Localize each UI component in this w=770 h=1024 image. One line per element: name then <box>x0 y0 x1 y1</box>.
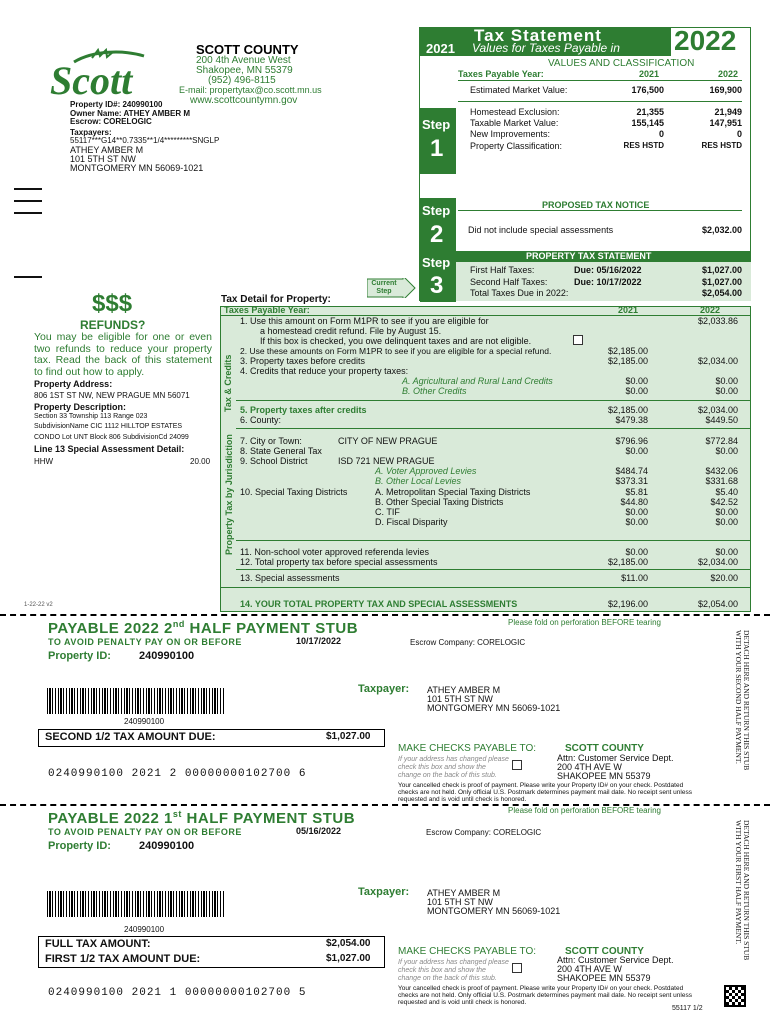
value-row-0-2022: 169,900 <box>709 85 742 95</box>
value-row-2-label: Taxable Market Value: <box>470 118 559 128</box>
detail-line9-name: ISD 721 NEW PRAGUE <box>338 456 435 466</box>
detail-line8: 8. State General Tax <box>240 446 322 456</box>
detail-line7-name: CITY OF NEW PRAGUE <box>338 436 438 446</box>
detail-col-2021: 2021 <box>618 305 639 315</box>
detail-line10c: C. TIF <box>375 507 400 517</box>
detail-line13-2021: $11.00 <box>621 573 648 583</box>
detail-line7: 7. City or Town: <box>240 436 302 446</box>
footer-code: 55117 1/2 <box>672 1005 703 1012</box>
stub1-amount-label: FIRST 1/2 TAX AMOUNT DUE: <box>45 953 201 965</box>
stub1-fold-note: Please fold on perforation BEFORE tearing <box>508 806 661 815</box>
total-due-label: Total Taxes Due in 2022: <box>470 288 569 298</box>
stub1-tp-street: 101 5TH ST NW <box>427 897 493 907</box>
second-half-due: Due: 10/17/2022 <box>574 277 642 287</box>
statement-year-big: 2022 <box>674 25 737 56</box>
stub2-address-change-note: If your address has changed please check this box and show the change on the back of this stub. <box>398 756 509 779</box>
detail-line10b: B. Other Special Taxing Districts <box>375 497 504 507</box>
detail-line1a: 1. Use this amount on Form M1PR to see if you are eligible for <box>240 316 489 326</box>
refunds-dollar: $$$ <box>92 290 133 317</box>
county-address2: Shakopee, MN 55379 <box>196 65 293 76</box>
stub1-tp-name: ATHEY AMBER M <box>427 888 501 898</box>
step2-label: Step <box>422 203 451 218</box>
detail-line9: 9. School District <box>240 456 308 466</box>
detail-line9b-2022: $331.68 <box>705 476 738 486</box>
property-statement-heading: PROPERTY TAX STATEMENT <box>526 251 652 261</box>
proposed-heading: PROPOSED TAX NOTICE <box>538 200 653 210</box>
county-address1: 200 4th Avenue West <box>196 55 291 66</box>
special-assessment-amount: 20.00 <box>190 457 211 466</box>
special-assessment-label: Line 13 Special Assessment Detail: <box>34 444 185 454</box>
detail-line12: 12. Total property tax before special assessments <box>240 557 438 567</box>
stub2-barcode-number: 240990100 <box>124 717 165 726</box>
detail-line10: 10. Special Taxing Districts <box>240 487 348 497</box>
value-row-4-label: Property Classification: <box>470 141 563 151</box>
property-description-line3: CONDO Lot UNT Block 806 SubdivisionCd 24099 <box>34 434 189 441</box>
stub1-proof-note: Your cancelled check is proof of payment. Please write your Property ID# on your check. Postdated checks are not held. Only official U.S. Postmark determines payment mail date. No receipt sent unless requested and is void until check is honored. <box>398 985 692 1006</box>
owner-line: Owner Name: ATHEY AMBER M <box>70 109 191 118</box>
value-row-1-2021: 21,355 <box>636 107 664 117</box>
detail-line5-2021: $2,185.00 <box>607 405 648 415</box>
statement-title: Tax Statement <box>474 26 602 45</box>
detail-line4b-2022: $0.00 <box>715 386 738 396</box>
stub1-address-change-note: If your address has changed please check this box and show the change on the back of this stub. <box>398 959 509 982</box>
detail-line6: 6. County: <box>240 415 282 425</box>
stub2-payable-name: SCOTT COUNTY <box>565 743 644 754</box>
taxpayers-label: Taxpayers: <box>70 128 112 137</box>
first-half-label: First Half Taxes: <box>470 265 535 275</box>
value-row-0-2021: 176,500 <box>631 85 664 95</box>
stub1-payable-name: SCOTT COUNTY <box>565 946 644 957</box>
stub1-barcode <box>47 891 225 917</box>
stub2-detach-note: DETACH HERE AND RETURN THIS STUB WITH YOUR SECOND HALF PAYMENT. <box>734 630 751 771</box>
detail-line3: 3. Property taxes before credits <box>240 356 366 366</box>
stub1-full-label: FULL TAX AMOUNT: <box>45 938 151 950</box>
stub1-payable-to: MAKE CHECKS PAYABLE TO: <box>398 946 537 957</box>
detail-line1b: a homestead credit refund. File by August 15. <box>260 326 442 336</box>
detail-line9b-2021: $373.31 <box>615 476 648 486</box>
values-col-2022: 2022 <box>718 69 739 79</box>
tax-statement-box <box>419 27 751 301</box>
step3-number: 3 <box>430 272 444 299</box>
detail-line5: 5. Property taxes after credits <box>240 405 367 415</box>
detail-line8-2022: $0.00 <box>715 446 738 456</box>
stub2-attn2: 200 4TH AVE W <box>557 762 622 772</box>
step2-number: 2 <box>430 221 444 248</box>
detail-line7-2022: $772.84 <box>705 436 738 446</box>
stub1-title: PAYABLE 2022 1st HALF PAYMENT STUB <box>48 809 356 827</box>
stub1-attn3: SHAKOPEE MN 55379 <box>557 973 651 983</box>
detail-line9b: B. Other Local Levies <box>375 476 462 486</box>
second-half-label: Second Half Taxes: <box>470 277 548 287</box>
stub2-barcode <box>47 688 225 714</box>
detail-line5-2022: $2,034.00 <box>697 405 738 415</box>
stub2-penalty-label: TO AVOID PENALTY PAY ON OR BEFORE <box>48 637 242 647</box>
value-row-1-2022: 21,949 <box>714 107 742 117</box>
detail-col-2022: 2022 <box>700 305 721 315</box>
second-half-amount: $1,027.00 <box>701 277 742 287</box>
detail-line10a-2021: $5.81 <box>625 487 648 497</box>
stub1-attn2: 200 4TH AVE W <box>557 964 622 974</box>
detail-line10d: D. Fiscal Disparity <box>375 517 448 527</box>
value-row-2-2022: 147,951 <box>709 118 742 128</box>
stub2-address-change-checkbox[interactable] <box>512 760 522 770</box>
stub2-tp-street: 101 5TH ST NW <box>427 694 493 704</box>
stub1-amount-value: $1,027.00 <box>326 953 371 964</box>
detail-line1c: If this box is checked, you owe delinquent taxes and are not eligible. <box>260 336 532 346</box>
stub2-title: PAYABLE 2022 2nd HALF PAYMENT STUB <box>48 619 359 637</box>
stub1-penalty-label: TO AVOID PENALTY PAY ON OR BEFORE <box>48 827 242 837</box>
value-row-4-2022: RES HSTD <box>701 141 742 150</box>
stub2-fold-note: Please fold on perforation BEFORE tearing <box>508 618 661 627</box>
stub1-escrow: Escrow Company: CORELOGIC <box>426 828 542 837</box>
stub2-scanline: 0240990100 2021 2 00000000102700 6 <box>48 768 307 780</box>
detail-line10a-2022: $5.40 <box>715 487 738 497</box>
stub2-attn3: SHAKOPEE MN 55379 <box>557 771 651 781</box>
delinquent-checkbox[interactable] <box>573 335 583 345</box>
stub1-taxpayer-label: Taxpayer: <box>358 886 410 898</box>
stub1-barcode-number: 240990100 <box>124 925 165 934</box>
side-jurisdiction-label: Property Tax by Jurisdiction <box>224 434 234 555</box>
detail-line4b-2021: $0.00 <box>625 386 648 396</box>
taxpayer-city: MONTGOMERY MN 56069-1021 <box>70 163 204 173</box>
detail-line14: 14. YOUR TOTAL PROPERTY TAX AND SPECIAL ASSESSMENTS <box>240 599 518 609</box>
value-row-3-2022: 0 <box>736 129 742 139</box>
detail-line7-2021: $796.96 <box>615 436 648 446</box>
step1-label: Step <box>422 117 451 132</box>
stub2-taxpayer-label: Taxpayer: <box>358 683 410 695</box>
county-website[interactable]: www.scottcountymn.gov <box>190 95 298 106</box>
detail-line2: 2. Use these amounts on Form M1PR to see if you are eligible for a special refund. <box>240 346 552 356</box>
first-half-amount: $1,027.00 <box>701 265 742 275</box>
detail-line10a: A. Metropolitan Special Taxing Districts <box>375 487 531 497</box>
detail-line2-2021: $2,185.00 <box>607 346 648 356</box>
detail-line4: 4. Credits that reduce your property taxes: <box>240 366 409 376</box>
county-email[interactable]: E-mail: propertytax@co.scott.mn.us <box>179 85 322 95</box>
detail-line13-2022: $20.00 <box>710 573 738 583</box>
current-step-label: Current Step <box>371 280 397 295</box>
detail-line12-2021: $2,185.00 <box>607 557 648 567</box>
proposed-amount: $2,032.00 <box>701 225 742 235</box>
stub2-tp-name: ATHEY AMBER M <box>427 685 501 695</box>
detail-line10b-2021: $44.80 <box>620 497 648 507</box>
qr-code <box>724 985 746 1007</box>
stub1-tp-city: MONTGOMERY MN 56069-1021 <box>427 906 561 916</box>
step1-number: 1 <box>430 135 444 162</box>
property-description-line2: SubdivisionName CIC 1112 HILLTOP ESTATES <box>34 423 183 430</box>
stub1-pid-value: 240990100 <box>139 840 195 852</box>
county-name: SCOTT COUNTY <box>196 42 299 57</box>
value-row-2-2021: 155,145 <box>631 118 664 128</box>
detail-line11-2022: $0.00 <box>715 547 738 557</box>
detail-line11: 11. Non-school voter approved referenda levies <box>240 547 429 557</box>
statement-year-left: 2021 <box>426 41 455 56</box>
first-half-due: Due: 05/16/2022 <box>574 265 642 275</box>
county-phone: (952) 496-8115 <box>208 75 276 86</box>
stub1-penalty-date: 05/16/2022 <box>296 826 342 836</box>
property-description-label: Property Description: <box>34 402 127 412</box>
detail-line6-2022: $449.50 <box>705 415 738 425</box>
stub1-scanline: 0240990100 2021 1 00000000102700 5 <box>48 987 307 999</box>
scott-county-logo <box>44 48 174 100</box>
minus-icon[interactable] <box>14 276 42 278</box>
taxpayer-street: 101 5TH ST NW <box>70 154 136 164</box>
detail-line4a: A. Agricultural and Rural Land Credits <box>402 376 553 386</box>
detail-line8-2021: $0.00 <box>625 446 648 456</box>
stub2-penalty-date: 10/17/2022 <box>296 636 342 646</box>
property-address-value: 806 1ST ST NW, NEW PRAGUE MN 56071 <box>34 391 190 400</box>
values-col-2021: 2021 <box>639 69 660 79</box>
stub2-pid-value: 240990100 <box>139 650 195 662</box>
side-credits-label: Tax & Credits <box>223 354 233 412</box>
detail-line9a: A. Voter Approved Levies <box>375 466 477 476</box>
detail-line14-2022: $2,054.00 <box>697 599 738 609</box>
detail-line10b-2022: $42.52 <box>710 497 738 507</box>
escrow-line: Escrow: CORELOGIC <box>70 117 152 126</box>
stub2-escrow: Escrow Company: CORELOGIC <box>410 638 526 647</box>
menu-icon[interactable] <box>14 188 42 218</box>
taxpayer-name: ATHEY AMBER M <box>70 145 144 155</box>
property-description-line1: Section 33 Township 113 Range 023 <box>34 413 148 420</box>
detail-line1-2022: $2,033.86 <box>697 316 738 326</box>
statement-subtitle: Values for Taxes Payable in <box>472 41 620 55</box>
detail-title: Tax Detail for Property: <box>221 294 331 305</box>
property-id-line: Property ID#: 240990100 <box>70 100 163 109</box>
stub2-pid-label: Property ID: <box>48 650 111 662</box>
detail-line12-2022: $2,034.00 <box>697 557 738 567</box>
value-row-0-label: Estimated Market Value: <box>470 85 568 95</box>
stub2-amount-label: SECOND 1/2 TAX AMOUNT DUE: <box>45 731 216 743</box>
total-due-amount: $2,054.00 <box>701 288 742 298</box>
svg-text:Scott: Scott <box>50 58 133 100</box>
values-heading: VALUES AND CLASSIFICATION <box>548 58 695 69</box>
value-row-1-label: Homestead Exclusion: <box>470 107 560 117</box>
detail-line9a-2022: $432.06 <box>705 466 738 476</box>
version-label: 1-22-22 v2 <box>24 602 53 608</box>
value-row-4-2021: RES HSTD <box>623 141 664 150</box>
detail-line4a-2022: $0.00 <box>715 376 738 386</box>
stub2-tp-city: MONTGOMERY MN 56069-1021 <box>427 703 561 713</box>
detail-payable-year: Taxes Payable Year: <box>224 305 310 315</box>
special-assessment-name: HHW <box>34 457 54 466</box>
value-row-3-label: New Improvements: <box>470 129 551 139</box>
value-row-3-2021: 0 <box>658 129 664 139</box>
detail-line3-2022: $2,034.00 <box>697 356 738 366</box>
detail-line4b: B. Other Credits <box>402 386 467 396</box>
detail-line9a-2021: $484.74 <box>615 466 648 476</box>
stub1-pid-label: Property ID: <box>48 840 111 852</box>
detail-line10d-2022: $0.00 <box>715 517 738 527</box>
property-address-label: Property Address: <box>34 379 113 389</box>
stub2-payable-to: MAKE CHECKS PAYABLE TO: <box>398 743 537 754</box>
detail-line11-2021: $0.00 <box>625 547 648 557</box>
detail-line10c-2021: $0.00 <box>625 507 648 517</box>
detail-line6-2021: $479.38 <box>615 415 648 425</box>
detail-line10d-2021: $0.00 <box>625 517 648 527</box>
proposed-text: Did not include special assessments <box>468 225 614 235</box>
taxes-payable-year: Taxes Payable Year: <box>458 69 544 79</box>
stub2-proof-note: Your cancelled check is proof of payment. Please write your Property ID# on your check. Postdated checks are not held. Only official U.S. Postmark determines payment mail date. No receipt sent unless requested and is void until check is honored. <box>398 782 692 803</box>
stub1-detach-note: DETACH HERE AND RETURN THIS STUB WITH YOUR FIRST HALF PAYMENT. <box>734 820 751 961</box>
stub1-attn1: Attn: Customer Service Dept. <box>557 955 674 965</box>
stub2-attn1: Attn: Customer Service Dept. <box>557 753 674 763</box>
refunds-heading: REFUNDS? <box>80 318 146 332</box>
stub2-amount-value: $1,027.00 <box>326 731 371 742</box>
taxpayer-code: 55117***G14**0.7335**1/4*********SNGLP <box>70 136 220 145</box>
detail-line14-2021: $2,196.00 <box>607 599 648 609</box>
step3-label: Step <box>422 255 451 270</box>
detail-line10c-2022: $0.00 <box>715 507 738 517</box>
stub1-full-value: $2,054.00 <box>326 938 371 949</box>
current-step-arrow <box>367 278 417 298</box>
detail-line3-2021: $2,185.00 <box>607 356 648 366</box>
perforation-line <box>0 614 770 616</box>
refunds-text: You may be eligible for one or even two refunds to reduce your property tax. Read the back of this statement to find out how to apply. <box>34 331 212 378</box>
detail-line13: 13. Special assessments <box>240 573 340 583</box>
stub1-address-change-checkbox[interactable] <box>512 963 522 973</box>
detail-line4a-2021: $0.00 <box>625 376 648 386</box>
